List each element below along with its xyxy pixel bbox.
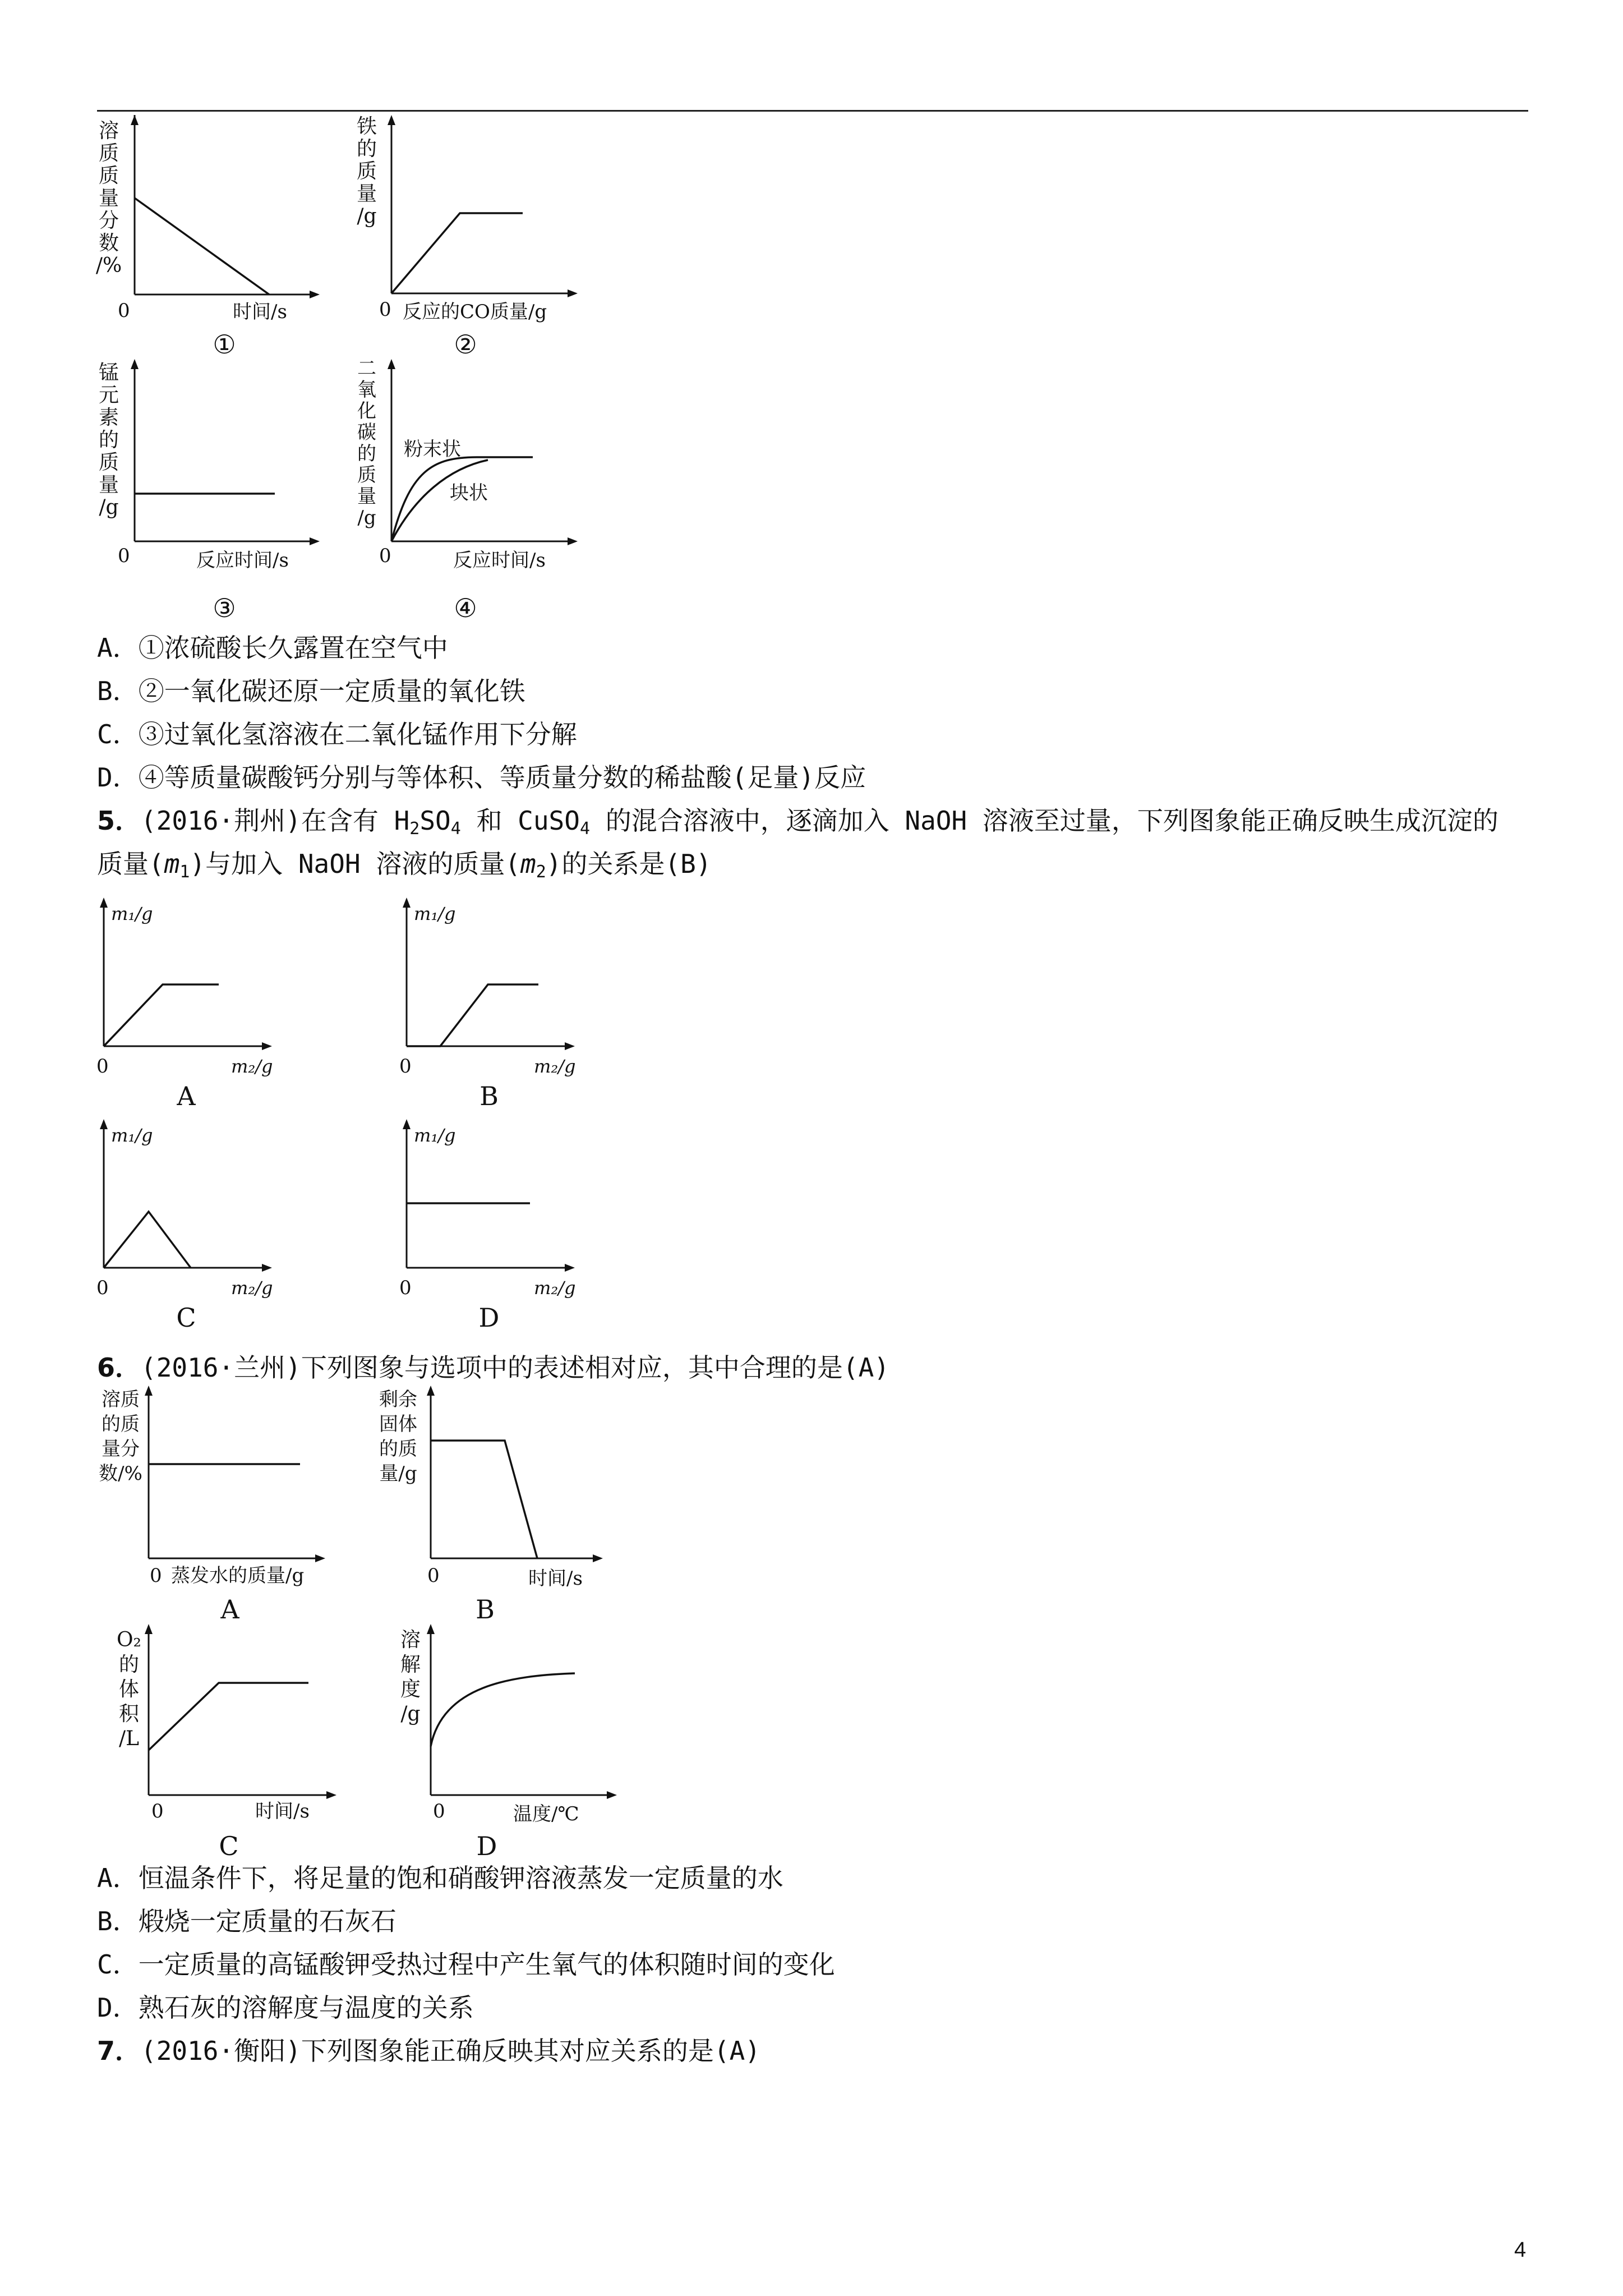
y-axis-label-char: 的质 — [102, 1413, 140, 1435]
graph-q4-4 — [348, 359, 583, 628]
q6-stem: 6．(2016·兰州)下列图象与选项中的表述相对应，其中合理的是(A) — [97, 1352, 889, 1383]
x-axis-label: 时间/s — [528, 1567, 583, 1590]
x-axis-label: 蒸发水的质量/g — [171, 1565, 305, 1587]
y-axis-label-char: 化 — [357, 400, 376, 422]
graph-caption: ① — [213, 329, 236, 360]
data-line — [391, 213, 523, 293]
x-axis-arrow — [310, 537, 320, 545]
y-axis-label-char: /g — [400, 1703, 421, 1726]
origin-label: 0 — [433, 1800, 445, 1823]
y-axis-label-char: /L — [118, 1727, 140, 1750]
y-axis-arrow — [388, 115, 395, 125]
graph-q5-d — [387, 1119, 611, 1343]
y-axis-label-char: 质 — [98, 451, 119, 474]
y-label — [96, 119, 122, 277]
graph-q6-a — [93, 1386, 334, 1632]
graph-caption: A — [220, 1594, 239, 1625]
x-axis-label: m₂/g — [534, 1056, 576, 1077]
y-axis-label-char: 溶 — [400, 1628, 421, 1651]
y-axis-label: m₁/g — [414, 903, 456, 924]
y-axis-label-char: 二 — [357, 357, 376, 380]
y-axis-label-char: 铁 — [356, 115, 377, 138]
y-axis-label-char: 数/% — [99, 1462, 142, 1485]
question-number: 5． — [97, 806, 141, 836]
y-axis-label-char: 质 — [357, 464, 376, 486]
y-label — [117, 1628, 141, 1750]
graph-caption: D — [476, 1831, 497, 1861]
graph-caption: ② — [454, 329, 477, 360]
y-axis-label-char: 的 — [356, 137, 377, 160]
graph-caption: D — [478, 1303, 500, 1333]
question-number: 6． — [97, 1352, 141, 1383]
y-axis-label-char: 的 — [98, 429, 119, 452]
y-axis-arrow — [388, 359, 395, 369]
y-axis-label-char: 量 — [356, 182, 377, 205]
graph-q5-b — [387, 898, 611, 1122]
origin-label: 0 — [96, 1055, 109, 1078]
x-axis-label: m₂/g — [534, 1277, 576, 1299]
origin-label: 0 — [151, 1800, 164, 1823]
data-line — [135, 198, 269, 295]
y-axis-label-char: 量 — [98, 187, 119, 210]
x-axis-label: 反应时间/s — [453, 549, 546, 572]
graph-q5-c — [84, 1119, 308, 1343]
y-axis-label-char: 氧 — [357, 379, 376, 401]
y-axis-label-char: 分 — [98, 209, 119, 232]
x-axis-label: 时间/s — [255, 1800, 310, 1823]
q5-stem-line2: 质量$(m_1)$与加入 NaOH 溶液的质量$(m_2)$的关系是(B) — [97, 849, 712, 882]
y-axis-label-char: 积 — [118, 1703, 140, 1726]
y-label — [357, 357, 376, 529]
q4-option-b: B．②一氧化碳还原一定质量的氧化铁 — [97, 676, 525, 706]
data-line — [104, 1212, 191, 1268]
y-axis-label-char: 量 — [98, 473, 119, 496]
q7-stem: 7．(2016·衡阳)下列图象能正确反映其对应关系的是(A) — [97, 2036, 760, 2066]
graph-caption: B — [476, 1594, 495, 1625]
origin-label: 0 — [118, 545, 130, 567]
y-axis-label-char: 的 — [118, 1653, 140, 1676]
curve-label-powder: 粉末状 — [404, 438, 461, 461]
x-axis-label: m₂/g — [231, 1056, 273, 1077]
y-axis-label: m₁/g — [111, 1125, 153, 1146]
y-axis-label-char: /g — [99, 496, 119, 519]
q6-option-a: A．恒温条件下，将足量的饱和硝酸钾溶液蒸发一定质量的水 — [97, 1863, 783, 1893]
y-axis-label-char: 体 — [118, 1678, 140, 1701]
page-number: 4 — [1514, 2238, 1527, 2262]
y-axis-label-char: 量 — [357, 485, 376, 508]
q6-option-c: C．一定质量的高锰酸钾受热过程中产生氧气的体积随时间的变化 — [97, 1949, 835, 1980]
data-line — [104, 984, 219, 1046]
x-axis-arrow — [568, 289, 578, 297]
header-rule — [97, 110, 1528, 112]
graph-q4-1 — [90, 115, 325, 362]
y-axis-label-char: /% — [95, 254, 122, 277]
y-axis-label-char: O₂ — [117, 1628, 141, 1651]
graph-caption: C — [219, 1831, 239, 1861]
y-label — [379, 1388, 417, 1485]
y-axis-label-char: 溶质 — [102, 1388, 140, 1411]
y-axis-label-char: /g — [357, 205, 377, 228]
y-axis-label-char: 量分 — [102, 1438, 140, 1460]
origin-label: 0 — [399, 1277, 412, 1299]
origin-label: 0 — [118, 300, 130, 322]
y-axis-label-char: 元 — [98, 384, 119, 407]
y-axis-label-char: 固体 — [379, 1413, 417, 1435]
data-line — [407, 984, 538, 1046]
y-axis-label-char: 剩余 — [379, 1388, 417, 1411]
graph-caption: ④ — [454, 593, 477, 623]
curve-label-lump: 块状 — [450, 482, 488, 504]
q4-option-c: C．③过氧化氢溶液在二氧化锰作用下分解 — [97, 719, 577, 749]
y-axis-label-char: /g — [357, 507, 376, 529]
y-axis-label-char: 量/g — [379, 1462, 417, 1485]
x-axis-arrow — [310, 291, 320, 298]
x-axis-arrow — [568, 537, 578, 545]
q6-option-d: D．熟石灰的溶解度与温度的关系 — [97, 1993, 474, 2023]
y-label — [99, 1388, 142, 1485]
question-number: 7． — [97, 2036, 141, 2066]
q4-option-d: D．④等质量碳酸钙分别与等体积、等质量分数的稀盐酸(足量)反应 — [97, 762, 866, 793]
y-axis-label-char: 碳 — [357, 421, 376, 444]
y-axis-arrow — [131, 359, 139, 369]
origin-label: 0 — [150, 1565, 162, 1587]
y-axis-label-char: 质 — [356, 160, 377, 183]
y-axis-label-char: 锰 — [98, 361, 119, 384]
y-axis-label-char: 素 — [98, 406, 119, 429]
data-line — [431, 1441, 537, 1558]
y-axis-label-char: 解 — [400, 1653, 421, 1676]
q6-option-b: B．煅烧一定质量的石灰石 — [97, 1906, 396, 1936]
graph-caption: B — [479, 1081, 499, 1111]
origin-label: 0 — [379, 545, 391, 567]
x-axis-label: 反应的CO质量/g — [403, 301, 547, 323]
graph-q6-d — [387, 1624, 628, 1871]
y-axis-label: m₁/g — [414, 1125, 456, 1146]
y-axis-label-char: 数 — [98, 232, 119, 255]
graph-caption: ③ — [213, 593, 236, 623]
x-axis-label: m₂/g — [231, 1277, 273, 1299]
x-axis-label: 时间/s — [233, 301, 287, 323]
graph-q4-3 — [90, 359, 325, 628]
q5-stem-line1: 5．(2016·荆州)在含有 $H_2SO_4$ 和 CuSO$_4$ 的混合溶液中，逐滴加入 NaOH 溶液至过量，下列图象能正确反映生成沉淀的 — [97, 806, 1498, 839]
graph-caption: A — [177, 1081, 196, 1111]
origin-label: 0 — [379, 298, 391, 321]
y-axis-arrow — [131, 115, 139, 125]
y-axis-label-char: 度 — [400, 1678, 421, 1701]
y-label — [99, 361, 119, 519]
data-curve — [431, 1673, 575, 1746]
y-axis-label-char: 溶 — [98, 119, 119, 142]
graph-q4-2 — [348, 115, 583, 362]
y-axis-label-char: 质 — [98, 142, 119, 165]
graph-q5-a — [84, 898, 308, 1122]
origin-label: 0 — [399, 1055, 412, 1078]
y-label — [400, 1628, 421, 1726]
y-axis-label-char: 的质 — [379, 1438, 417, 1460]
y-axis-label: m₁/g — [111, 903, 153, 924]
y-label — [357, 115, 377, 228]
y-axis-label-char: 的 — [357, 443, 376, 465]
x-axis-label: 温度/℃ — [513, 1803, 579, 1825]
data-line — [149, 1683, 308, 1750]
graph-caption: C — [176, 1303, 196, 1333]
x-axis-label: 反应时间/s — [196, 549, 289, 572]
origin-label: 0 — [96, 1277, 109, 1299]
graph-q6-b — [370, 1386, 611, 1632]
origin-label: 0 — [427, 1565, 440, 1587]
q4-option-a: A．①浓硫酸长久露置在空气中 — [97, 633, 448, 663]
graph-q6-c — [107, 1624, 342, 1871]
y-axis-label-char: 质 — [98, 164, 119, 187]
